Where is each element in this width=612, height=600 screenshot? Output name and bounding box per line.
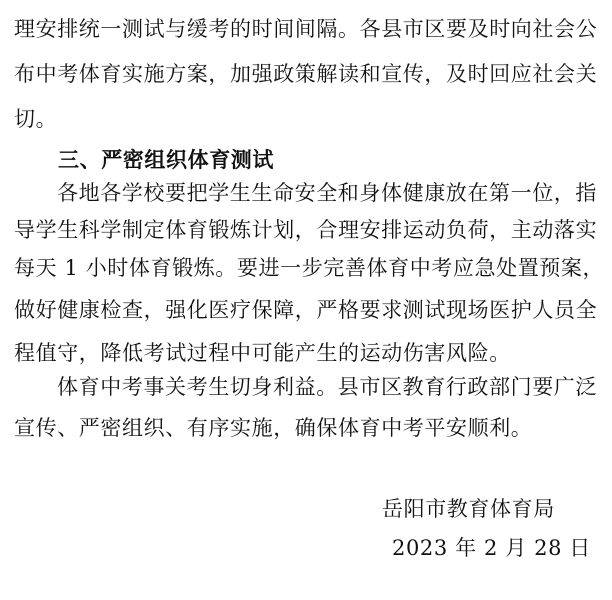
paragraph-line: 程值守，降低考试过程中可能产生的运动伤害风险。 [14, 341, 511, 365]
section-heading: 三、严密组织体育测试 [58, 148, 274, 172]
paragraph-line: 布中考体育实施方案，加强政策解读和宣传，及时回应社会关 [14, 62, 598, 86]
paragraph-line: 导学生科学制定体育锻炼计划，合理安排运动负荷，主动落实 [14, 218, 598, 242]
paragraph-line: 理安排统一测试与缓考的时间间隔。各县市区要及时向社会公 [14, 17, 598, 41]
paragraph-line: 体育中考事关考生切身利益。县市区教育行政部门要广泛 [57, 375, 597, 399]
paragraph-line: 宣传、严密组织、有序实施，确保体育中考平安顺利。 [14, 416, 533, 440]
paragraph-line: 切。 [14, 107, 58, 131]
paragraph-line: 做好健康检查，强化医疗保障，严格要求测试现场医护人员全 [14, 298, 598, 322]
issuer-name: 岳阳市教育体育局 [382, 497, 555, 521]
issue-date: 2023 年 2 月 28 日 [392, 536, 591, 560]
paragraph-line: 每天 1 小时体育锻炼。要进一步完善体育中考应急处置预案， [14, 256, 605, 280]
paragraph-line: 各地各学校要把学生生命安全和身体健康放在第一位，指 [57, 181, 597, 205]
